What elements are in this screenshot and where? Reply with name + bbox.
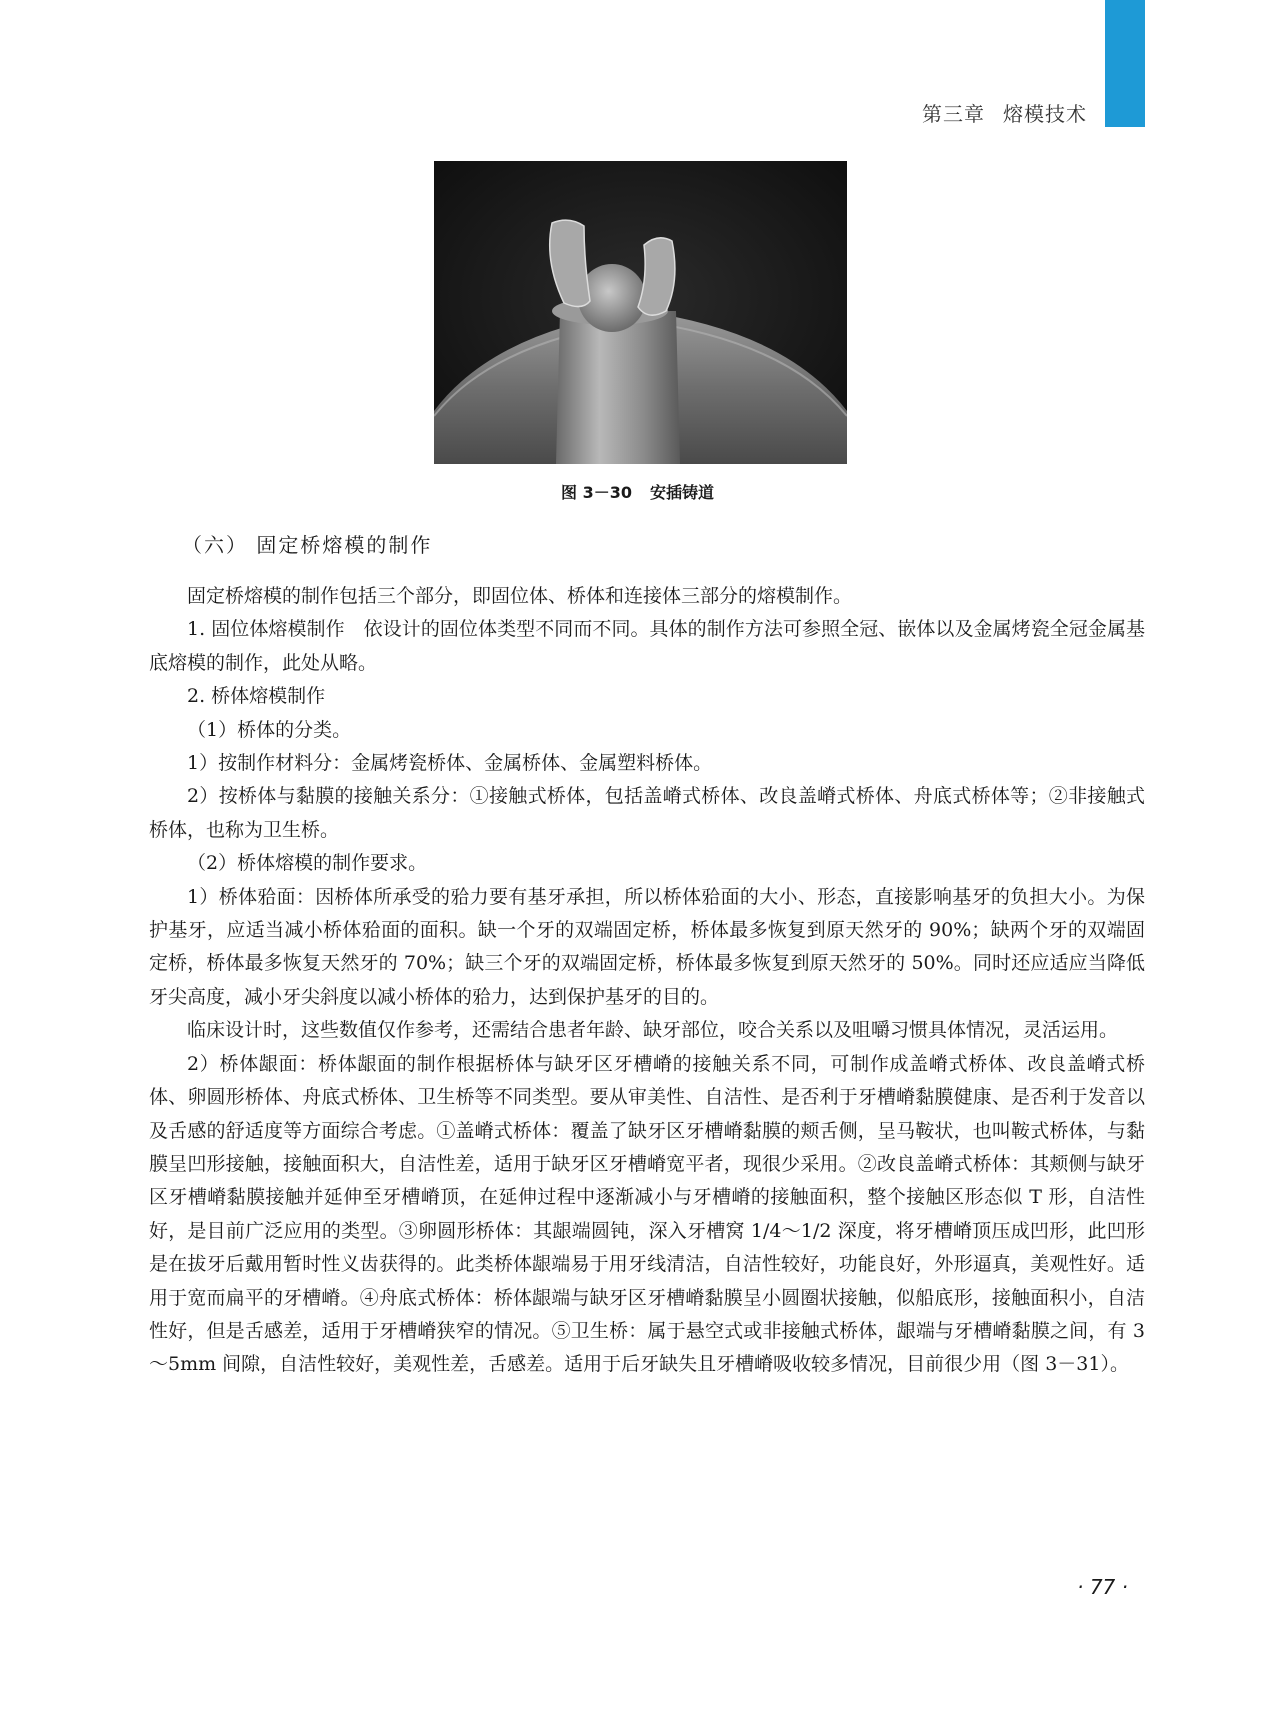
paragraph: 固定桥熔模的制作包括三个部分，即固位体、桥体和连接体三部分的熔模制作。 xyxy=(187,585,853,607)
paragraph: 1）桥体𬌗面：因桥体所承受的𬌗力要有基牙承担，所以桥体𬌗面的大小、形态，直接影响基牙的负担大小。为保护基牙，应适当减小桥体𬌗面的面积。缺一个牙的双端固定桥，桥体最多恢复到原天然牙的 90%；缺两个牙的双端固定桥，桥体最多恢复天然牙的 70%；缺三个牙的双端固定桥，桥体最多恢复到原天然牙的 50%。同时还应适应当降低牙尖高度，减小牙尖斜度以减小桥体的𬌗力，达到保护基牙的目的。 xyxy=(149,885,1145,1008)
paragraph: 2）桥体龈面：桥体龈面的制作根据桥体与缺牙区牙槽嵴的接触关系不同，可制作成盖嵴式桥体、改良盖嵴式桥体、卵圆形桥体、舟底式桥体、卫生桥等不同类型。要从审美性、自洁性、是否利于牙槽嵴黏膜健康、是否利于发音以及舌感的舒适度等方面综合考虑。①盖嵴式桥体：覆盖了缺牙区牙槽嵴黏膜的颊舌侧，呈马鞍状，也叫鞍式桥体，与黏膜呈凹形接触，接触面积大，自洁性差，适用于缺牙区牙槽嵴宽平者，现很少采用。②改良盖嵴式桥体：其颊侧与缺牙区牙槽嵴黏膜接触并延伸至牙槽嵴顶，在延伸过程中逐渐减小与牙槽嵴的接触面积，整个接触区形态似 T 形，自洁性好，是目前广泛应用的类型。③卵圆形桥体：其龈端圆钝，深入牙槽窝 1/4～1/2 深度，将牙槽嵴顶压成凹形，此凹形是在拔牙后戴用暂时性义齿获得的。此类桥体龈端易于用牙线清洁，自洁性较好，功能良好，外形逼真，美观性好。适用于宽而扁平的牙槽嵴。④舟底式桥体：桥体龈端与缺牙区牙槽嵴黏膜呈小圆圈状接触，似船底形，接触面积小，自洁性好，但是舌感差，适用于牙槽嵴狭窄的情况。⑤卫生桥：属于悬空式或非接触式桥体，龈端与牙槽嵴黏膜之间，有 3～5mm 间隙，自洁性较好，美观性差，舌感差。适用于后牙缺失且牙槽嵴吸收较多情况，目前很少用（图 3－31）。 xyxy=(149,1052,1145,1376)
wax-pattern-sprue-photo xyxy=(434,161,847,464)
body-text xyxy=(149,580,1145,1382)
figure-number: 图 3－30 xyxy=(561,483,632,502)
figure-caption-text: 安插铸道 xyxy=(649,483,714,502)
paragraph: （2）桥体熔模的制作要求。 xyxy=(187,852,428,875)
paragraph: 1. 固位体熔模制作 依设计的固位体类型不同而不同。具体的制作方法可参照全冠、嵌体以及金属烤瓷全冠金属基底熔模的制作，此处从略。 xyxy=(149,618,1145,674)
page-number: · 77 · xyxy=(1077,1575,1128,1599)
running-header xyxy=(922,98,1087,127)
figure-photo xyxy=(434,161,847,464)
paragraph: 2）按桥体与黏膜的接触关系分：①接触式桥体，包括盖嵴式桥体、改良盖嵴式桥体、舟底式桥体等；②非接触式桥体，也称为卫生桥。 xyxy=(149,785,1145,841)
paragraph: 1）按制作材料分：金属烤瓷桥体、金属桥体、金属塑料桥体。 xyxy=(187,752,713,775)
figure-caption xyxy=(0,480,1275,503)
paragraph: 临床设计时，这些数值仅作参考，还需结合患者年龄、缺牙部位，咬合关系以及咀嚼习惯具体情况，灵活运用。 xyxy=(187,1019,1119,1042)
section-heading: （六） 固定桥熔模的制作 xyxy=(182,533,433,557)
paragraph: 2. 桥体熔模制作 xyxy=(187,685,326,708)
chapter-title: 熔模技术 xyxy=(1003,102,1087,126)
chapter-color-tab xyxy=(1105,0,1145,127)
paragraph: （1）桥体的分类。 xyxy=(187,718,352,741)
chapter-number: 第三章 xyxy=(922,102,985,126)
